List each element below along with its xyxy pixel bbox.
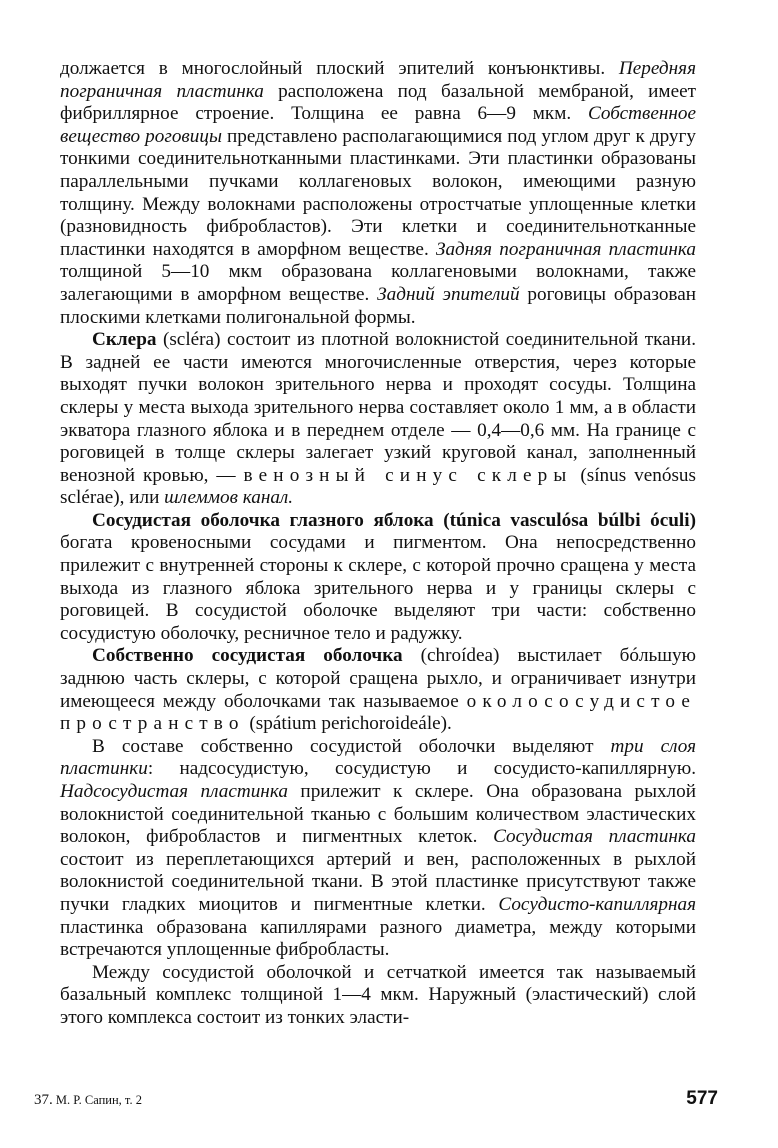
text-run: должается в многослойный плоский эпителий конъюнктивы.: [60, 58, 619, 79]
italic-term: Задний эпителий: [377, 283, 520, 305]
text-run: (sínus venósus sclérae), или: [60, 464, 696, 509]
text-run: (chroídea) выстилает бóльшую заднюю часть склеры, с которой сращена рыхло, и ограничивает изнутри имеющееся между оболочками так называемое: [60, 645, 696, 712]
italic-term: Собственное вещество роговицы: [60, 103, 696, 147]
text-flow: [60, 58, 696, 1030]
italic-term: Сосудисто-капиллярная: [498, 893, 696, 915]
bold-term: Сосудистая оболочка глазного яблока (túnica vasculósa búlbi óculi): [92, 509, 696, 531]
printer-signature: [34, 1092, 142, 1109]
paragraph: [60, 645, 696, 735]
text-run: (spátium perichoroideále).: [244, 713, 452, 735]
text-run: Между сосудистой оболочкой и сетчаткой имеется так называемый базальный комплекс толщиной 1—4 мкм. Наружный (эластический) слой этого комплекса состоит из тонких эласти-: [60, 961, 696, 1028]
text-run: толщиной 5—10 мкм образована коллагеновыми волокнами, также залегающими в аморфном веществе.: [60, 261, 696, 305]
signature-text: М. Р. Сапин, т. 2: [52, 1093, 142, 1107]
paragraph: [60, 510, 696, 646]
italic-term: три слоя пластинки: [60, 735, 696, 780]
paragraph: [60, 962, 696, 1030]
spaced-term: венозный синус склеры: [243, 464, 573, 486]
text-run: роговицы образован плоскими клетками полигональной формы.: [60, 283, 697, 328]
signature-number: 37.: [34, 1092, 53, 1108]
bold-term: Собственно сосудистая оболочка: [92, 645, 403, 667]
italic-term: Задняя пограничная пластинка: [435, 238, 696, 260]
italic-term: Надсосудистая пластинка: [60, 781, 288, 802]
italic-term: шлеммов канал.: [164, 487, 294, 509]
text-run: представлено располагающимися под углом друг к другу тонкими соединительнотканными пластинками. Эти пластинки образованы параллельными пучками коллагеновых волокон, имеющими разную толщину. Между волокнами расположены отростчатые уплощенные клетки (разновидность фибробластов). Эти клетки и соединительнотканные пластинки находятся в аморфном веществе.: [60, 125, 696, 260]
text-run: расположена под базальной мембраной, имеет фибриллярное строение. Толщина ее равна 6—9 мкм.: [60, 80, 696, 125]
spaced-term: околососудистое пространство: [60, 690, 696, 735]
text-run: (scléra) состоит из плотной волокнистой соединительной ткани. В задней ее части имеются многочисленные отверстия, через которые выходят пучки волокон зрительного нерва и проходят сосуды. Толщина склеры у места выхода зрительного нерва составляет около 1 мм, а в области экватора глазного яблока и в переднем отделе — 0,4—0,6 мм. На границе с роговицей в толще склеры залегает узкий круговой канал, заполненный венозной кровью, —: [60, 329, 696, 486]
text-run: пластинка образована капиллярами разного диаметра, между которыми встречаются уплощенные фибробласты.: [60, 916, 696, 961]
paragraph: [60, 58, 696, 329]
text-run: : надсосудистую, сосудистую и сосудисто-капиллярную.: [147, 758, 696, 780]
italic-term: Передняя пограничная пластинка: [60, 58, 696, 102]
paragraph: [60, 329, 696, 510]
page-body: [60, 58, 696, 1030]
bold-term: Склера: [92, 329, 157, 351]
italic-term: Сосудистая пластинка: [493, 826, 696, 848]
text-run: богата кровеносными сосудами и пигментом. Она непосредственно прилежит с внутренней стороны к склере, с которой прочно сращена у места выхода из глазного яблока зрительного нерва и у границы склеры с роговицей. В сосудистой оболочке выделяют три части: собственно сосудистую оболочку, ресничное тело и радужку.: [60, 532, 696, 644]
text-run: прилежит к склере. Она образована рыхлой волокнистой соединительной тканью с большим количеством эластических волокон, фибробластов и пигментных клеток.: [60, 781, 696, 848]
text-run: В составе собственно сосудистой оболочки выделяют: [92, 735, 611, 757]
paragraph: [60, 736, 696, 962]
page-number: 577: [686, 1088, 718, 1109]
text-run: состоит из переплетающихся артерий и вен, расположенных в рыхлой волокнистой соединительной ткани. В этой пластинке присутствуют также пучки гладких миоцитов и пигментные клетки.: [60, 848, 696, 915]
